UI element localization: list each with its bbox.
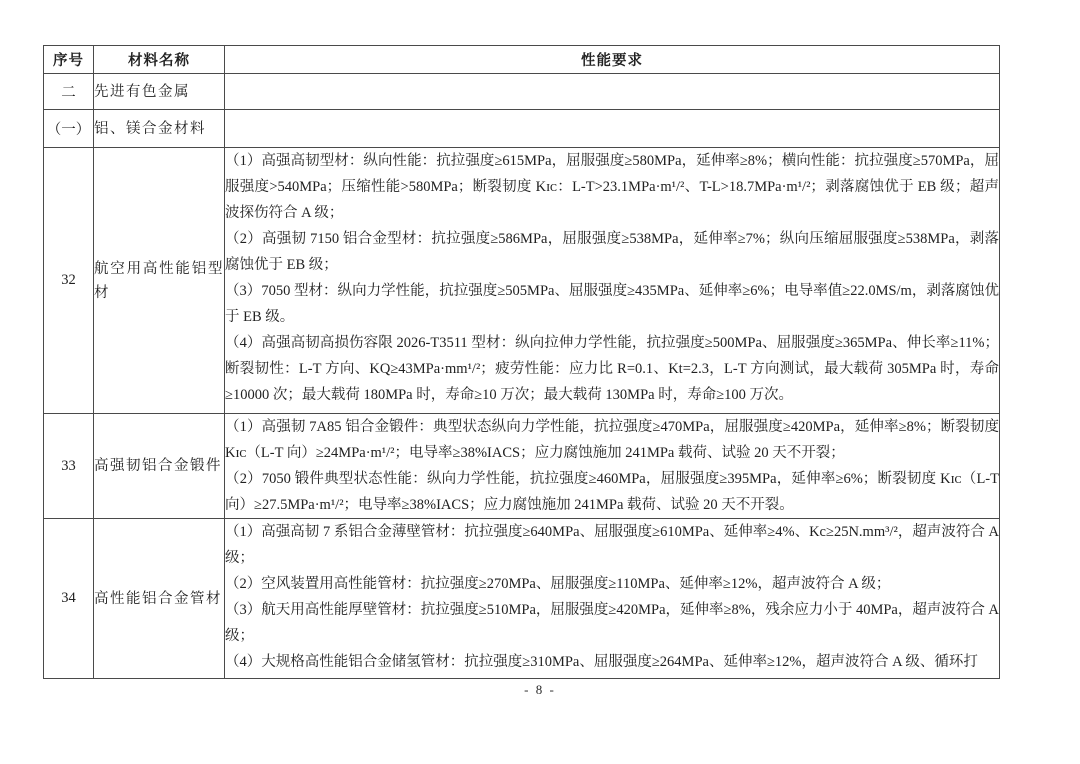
requirement-paragraph: （1）高强韧 7A85 铝合金锻件：典型状态纵向力学性能，抗拉强度≥470MPa，屈服强度≥420MPa，延伸率≥8%；断裂韧度 Kɪᴄ（L-T 向）≥24MPa·m¹/²；电导率≥38%IACS；应力腐蚀施加 241MPa 载荷、试验 20 天不开裂； <box>225 419 999 461</box>
table-row-33 <box>44 414 1000 519</box>
header-cell-material-name: 材料名称 <box>94 46 225 74</box>
cell-serial: （一） <box>44 110 94 148</box>
header-cell-requirements: 性能要求 <box>225 46 1000 74</box>
table-row-34 <box>44 519 1000 679</box>
requirement-paragraph: （4）高强高韧高损伤容限 2026-T3511 型材：纵向拉伸力学性能，抗拉强度≥500MPa、屈服强度≥365MPa、伸长率≥11%；断裂韧性：L-T 方向、KQ≥43MPa·mm¹/²；疲劳性能：应力比 R=0.1、Kt=2.3，L-T 方向测试，最大载荷 305MPa 时，寿命≥10000 次；最大载荷 180MPa 时，寿命≥10 万次；最大载荷 130MPa 时，寿命≥100 万次。 <box>225 335 999 403</box>
requirement-paragraph: （4）大规格高性能铝合金储氢管材：抗拉强度≥310MPa、屈服强度≥264MPa、延伸率≥12%，超声波符合 A 级、循环打 <box>225 654 978 670</box>
cell-requirements <box>225 110 1000 148</box>
cell-requirements <box>225 414 1000 519</box>
page-number: - 8 - <box>524 682 556 697</box>
cell-serial: 34 <box>44 519 94 679</box>
table-row-section <box>44 74 1000 110</box>
cell-serial: 32 <box>44 148 94 414</box>
cell-requirements <box>225 519 1000 679</box>
cell-material-name: 先进有色金属 <box>94 74 225 110</box>
cell-material-name: 高强韧铝合金锻件 <box>94 414 225 519</box>
requirement-paragraph: （2）高强韧 7150 铝合金型材：抗拉强度≥586MPa，屈服强度≥538MPa，延伸率≥7%；纵向压缩屈服强度≥538MPa，剥落腐蚀优于 EB 级； <box>225 231 999 273</box>
requirement-paragraph: （2）7050 锻件典型状态性能：纵向力学性能，抗拉强度≥460MPa，屈服强度≥395MPa，延伸率≥6%；断裂韧度 Kɪᴄ（L-T 向）≥27.5MPa·m¹/²；电导率≥38%IACS；应力腐蚀施加 241MPa 载荷、试验 20 天不开裂。 <box>225 471 999 513</box>
requirement-paragraph: （3）航天用高性能厚壁管材：抗拉强度≥510MPa，屈服强度≥420MPa，延伸率≥8%，残余应力小于 40MPa，超声波符合 A 级； <box>225 602 999 644</box>
requirement-paragraph: （2）空风装置用高性能管材：抗拉强度≥270MPa、屈服强度≥110MPa、延伸率≥12%，超声波符合 A 级； <box>225 576 891 592</box>
cell-serial: 33 <box>44 414 94 519</box>
requirement-paragraph: （3）7050 型材：纵向力学性能，抗拉强度≥505MPa、屈服强度≥435MPa、延伸率≥6%；电导率值≥22.0MS/m，剥落腐蚀优于 EB 级。 <box>225 283 999 325</box>
cell-requirements <box>225 148 1000 414</box>
cell-material-name: 高性能铝合金管材 <box>94 519 225 679</box>
cell-material-name: 航空用高性能铝型材 <box>94 148 225 414</box>
header-cell-serial: 序号 <box>44 46 94 74</box>
cell-serial: 二 <box>44 74 94 110</box>
cell-material-name: 铝、镁合金材料 <box>94 110 225 148</box>
materials-table <box>43 45 1000 679</box>
table-row-subsection <box>44 110 1000 148</box>
requirement-paragraph: （1）高强高韧型材：纵向性能：抗拉强度≥615MPa，屈服强度≥580MPa，延伸率≥8%；横向性能：抗拉强度≥570MPa，屈服强度>540MPa；压缩性能>580MPa；断裂韧度 Kɪᴄ：L-T>23.1MPa·m¹/²、T-L>18.7MPa·m¹/²；剥落腐蚀优于 EB 级；超声波探伤符合 A 级； <box>225 153 999 221</box>
table-row-32 <box>44 148 1000 414</box>
cell-requirements <box>225 74 1000 110</box>
table-header-row <box>44 46 1000 74</box>
requirement-paragraph: （1）高强高韧 7 系铝合金薄壁管材：抗拉强度≥640MPa、屈服强度≥610MPa、延伸率≥4%、Kc≥25N.mm³/²，超声波符合 A 级； <box>225 524 999 566</box>
